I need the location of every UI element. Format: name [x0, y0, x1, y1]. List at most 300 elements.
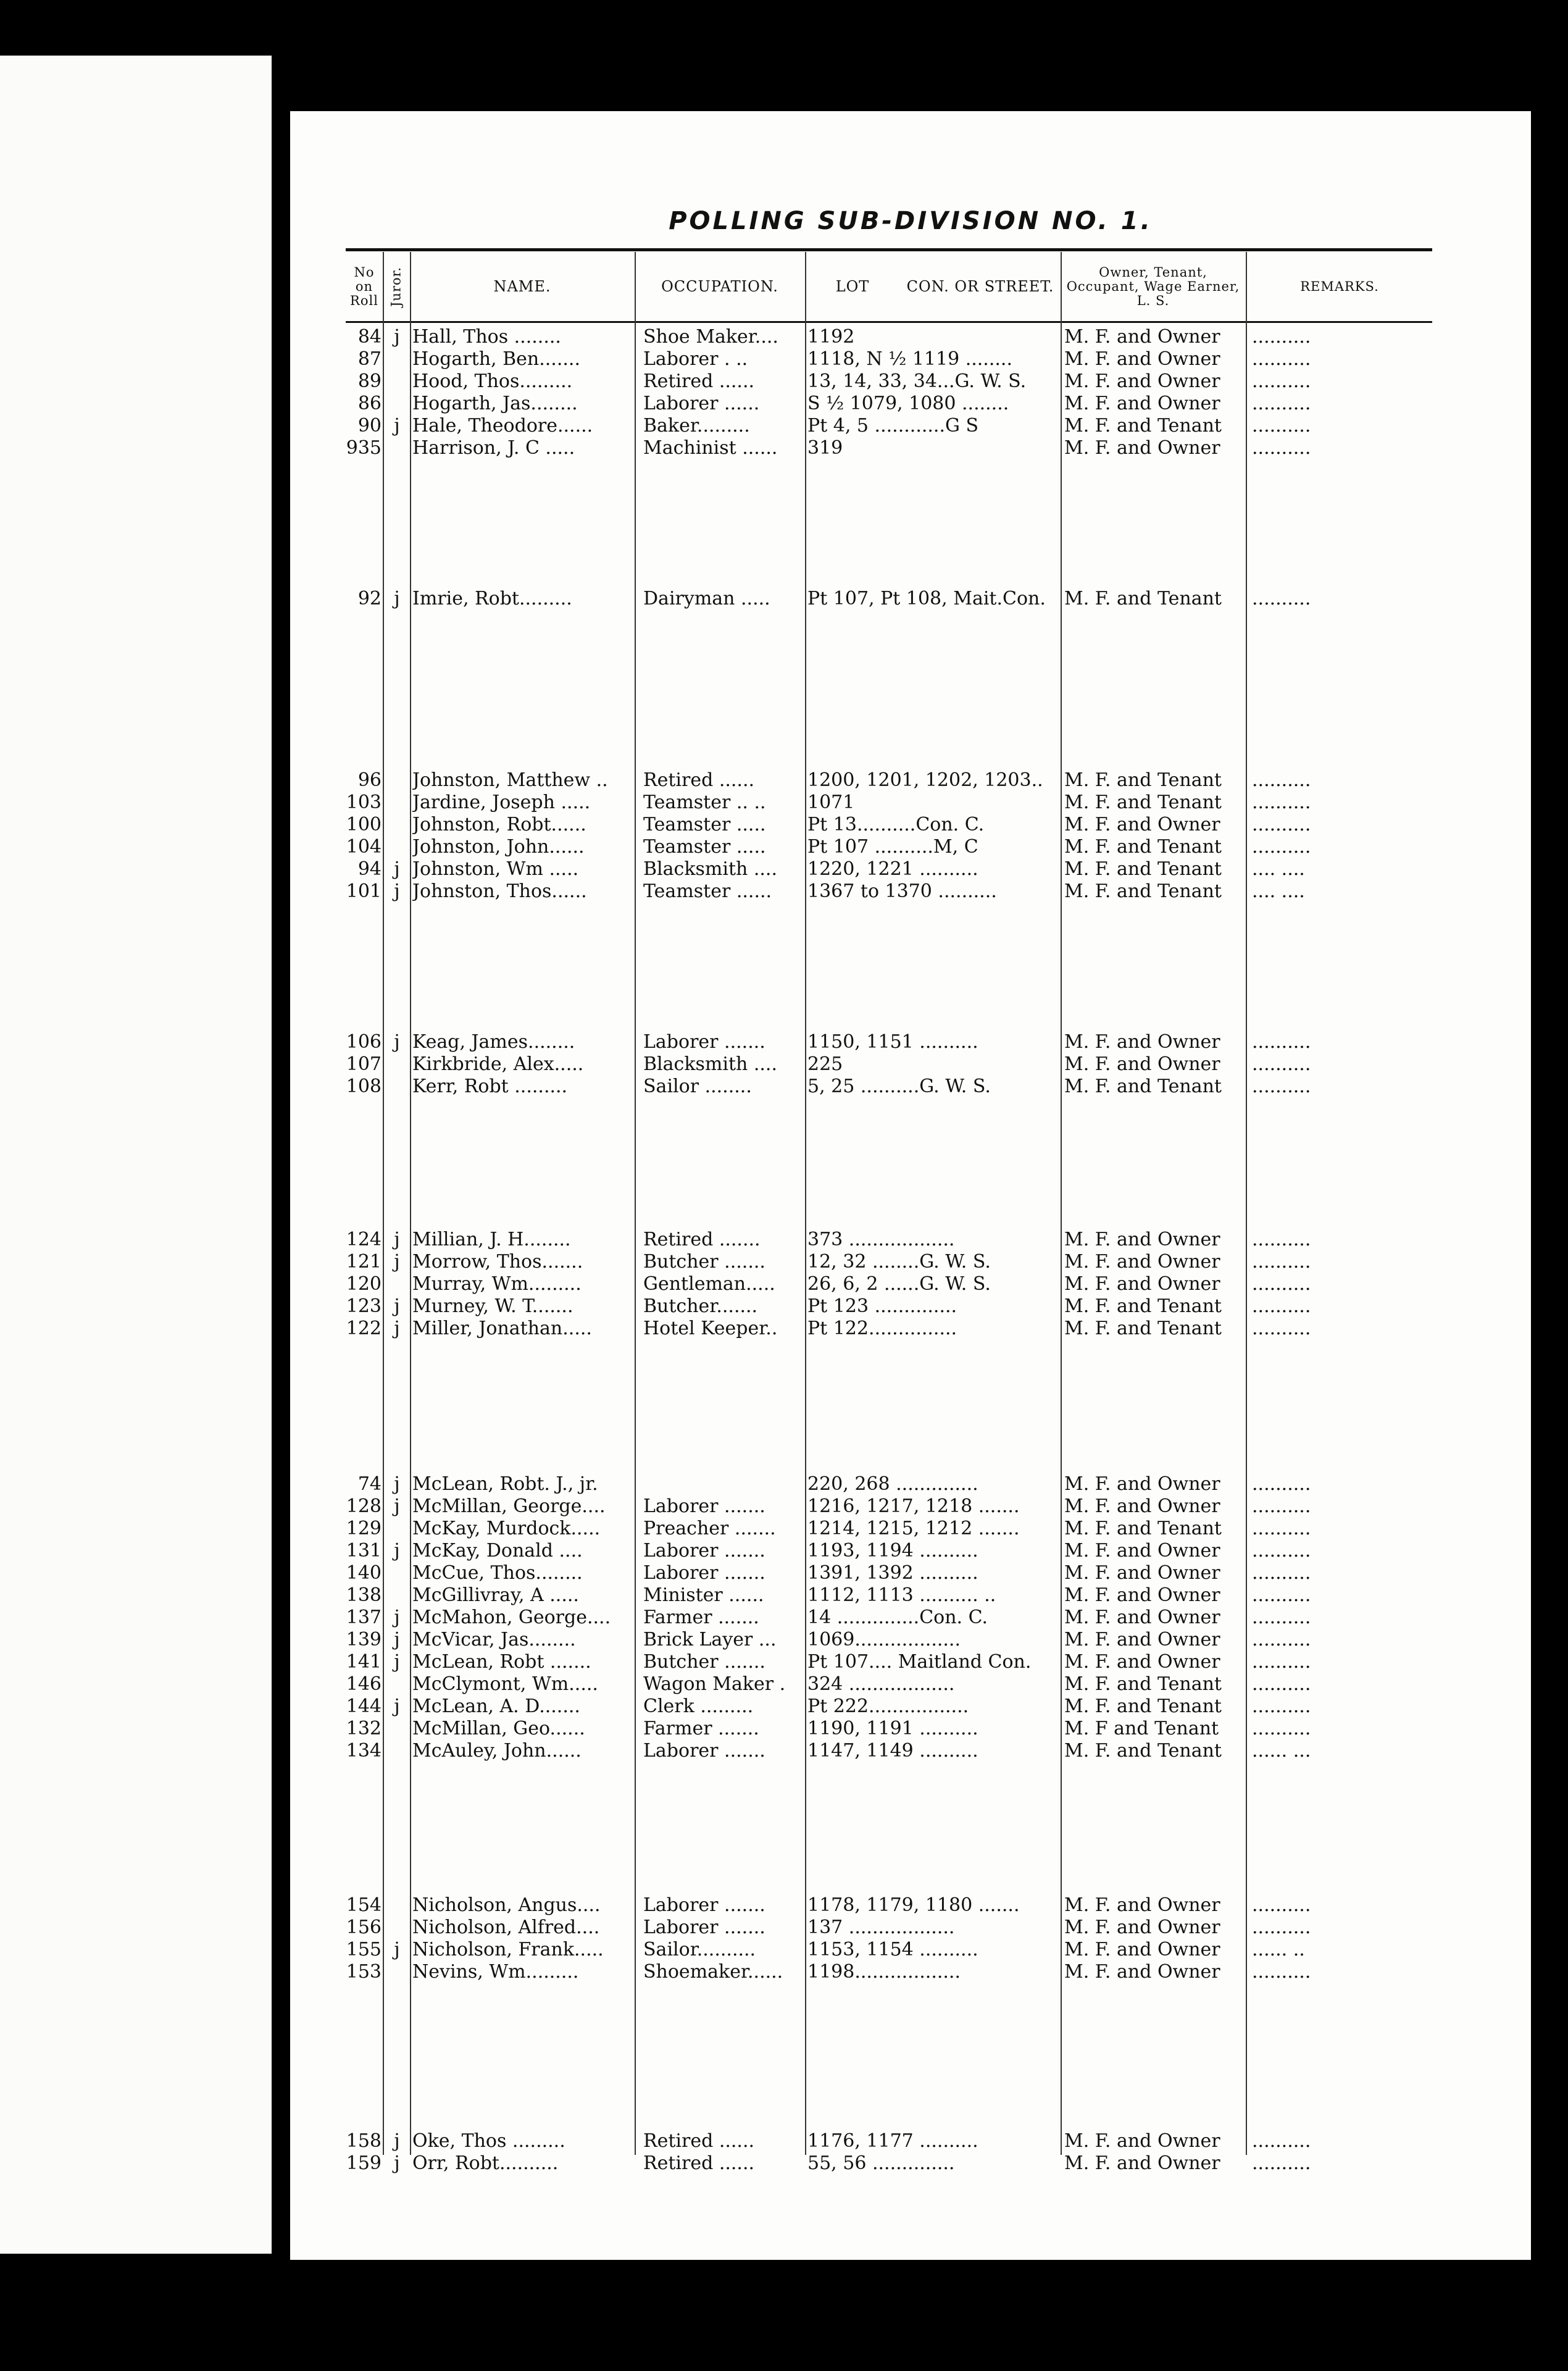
table-row	[346, 1696, 1433, 1718]
lot-con-street: 14 ..............Con. C.	[807, 1607, 988, 1628]
table-row	[346, 1318, 1433, 1340]
remarks: ..........	[1252, 1318, 1311, 1339]
remarks: ..........	[1252, 1584, 1311, 1606]
voter-name: Nicholson, Frank.....	[412, 1939, 604, 1960]
voter-name: Murray, Wm.........	[412, 1273, 582, 1295]
voter-name: Miller, Jonathan.....	[412, 1318, 592, 1339]
occupation: Laborer .......	[643, 1894, 765, 1916]
lot-con-street: 1069..................	[807, 1629, 961, 1650]
owner-status: M. F. and Owner	[1064, 2130, 1220, 2152]
remarks: ..........	[1252, 814, 1311, 835]
roll-number: 153	[346, 1961, 382, 1983]
remarks: ..........	[1252, 836, 1311, 858]
occupation: Laborer .......	[643, 1740, 765, 1762]
table-row	[346, 1894, 1433, 1917]
owner-status: M. F. and Owner	[1064, 1251, 1220, 1273]
table-row	[346, 1495, 1433, 1518]
table-row	[346, 1584, 1433, 1607]
remarks: ..........	[1252, 1295, 1311, 1317]
roll-number: 935	[346, 437, 382, 459]
owner-status: M. F. and Owner	[1064, 393, 1220, 414]
juror-mark: j	[394, 880, 400, 902]
owner-status: M. F. and Tenant	[1064, 1696, 1222, 1717]
lot-con-street: 137 ..................	[807, 1917, 955, 1938]
remarks: ..........	[1252, 792, 1311, 813]
occupation: Laborer .......	[643, 1031, 765, 1053]
occupation: Butcher .......	[643, 1651, 765, 1673]
table-row	[346, 858, 1433, 880]
roll-number: 121	[346, 1251, 382, 1273]
owner-status: M. F. and Owner	[1064, 1939, 1220, 1960]
table-row	[346, 1473, 1433, 1495]
owner-status: M. F. and Owner	[1064, 1961, 1220, 1983]
remarks: ..........	[1252, 1718, 1311, 1739]
owner-status: M. F. and Tenant	[1064, 1295, 1222, 1317]
remarks: ..........	[1252, 1894, 1311, 1916]
occupation: Farmer .......	[643, 1607, 759, 1628]
voter-name: McClymont, Wm.....	[412, 1673, 598, 1695]
owner-status: M. F. and Owner	[1064, 1031, 1220, 1053]
occupation: Blacksmith ....	[643, 858, 778, 880]
owner-status: M. F. and Tenant	[1064, 836, 1222, 858]
table-row	[346, 1718, 1433, 1740]
table-row	[346, 1917, 1433, 1939]
roll-number: 84	[357, 326, 382, 348]
table-row	[346, 1295, 1433, 1318]
lot-con-street: Pt 107, Pt 108, Mait.Con.	[807, 588, 1046, 609]
header-remarks: REMARKS.	[1300, 278, 1379, 294]
column-divider	[1061, 252, 1062, 2155]
roll-number: 154	[346, 1894, 382, 1916]
voter-name: Nevins, Wm.........	[412, 1961, 579, 1983]
roll-number: 120	[346, 1273, 382, 1295]
remarks: ..........	[1252, 1495, 1311, 1517]
remarks: ..........	[1252, 1076, 1311, 1097]
owner-status: M. F. and Owner	[1064, 1629, 1220, 1650]
remarks: ..........	[1252, 1651, 1311, 1673]
header-name: NAME.	[493, 278, 551, 295]
owner-status: M. F. and Owner	[1064, 1053, 1220, 1075]
occupation: Preacher .......	[643, 1518, 776, 1539]
voter-name: Orr, Robt..........	[412, 2152, 559, 2174]
voter-name: Johnston, Robt......	[412, 814, 586, 835]
column-divider	[805, 252, 806, 2155]
header-owner-tenant: Owner, Tenant, Occupant, Wage Earner, L. S.	[1066, 264, 1240, 308]
owner-status: M. F. and Owner	[1064, 1229, 1220, 1250]
remarks: .... ....	[1252, 858, 1305, 880]
voter-name: Morrow, Thos.......	[412, 1251, 583, 1273]
occupation: Sailor..........	[643, 1939, 756, 1960]
roll-number: 132	[346, 1718, 382, 1739]
owner-status: M. F. and Owner	[1064, 1651, 1220, 1673]
header-lot: LOT	[835, 278, 870, 295]
juror-mark: j	[394, 1629, 400, 1650]
voter-name: McMahon, George....	[412, 1607, 611, 1628]
occupation: Teamster ......	[643, 880, 772, 902]
table-row	[346, 1607, 1433, 1629]
remarks: ..........	[1252, 2130, 1311, 2152]
occupation: Blacksmith ....	[643, 1053, 778, 1075]
roll-number: 104	[346, 836, 382, 858]
lot-con-street: Pt 107 ..........M, C	[807, 836, 978, 858]
remarks: ..........	[1252, 1961, 1311, 1983]
table-row	[346, 792, 1433, 814]
juror-mark: j	[394, 1939, 400, 1960]
header-rule	[346, 321, 1432, 323]
table-row	[346, 1540, 1433, 1562]
table-row	[346, 1740, 1433, 1762]
juror-mark: j	[394, 1473, 400, 1495]
occupation: Laborer .......	[643, 1917, 765, 1938]
roll-number: 131	[346, 1540, 382, 1562]
table-row	[346, 1031, 1433, 1053]
lot-con-street: 319	[807, 437, 843, 459]
lot-con-street: 13, 14, 33, 34...G. W. S.	[807, 370, 1027, 392]
remarks: ..........	[1252, 1607, 1311, 1628]
roll-number: 89	[357, 370, 382, 392]
lot-con-street: 1214, 1215, 1212 .......	[807, 1518, 1020, 1539]
voter-name: Hale, Theodore......	[412, 415, 593, 437]
column-divider	[410, 252, 411, 2155]
remarks: ...... ..	[1252, 1939, 1305, 1960]
roll-number: 74	[357, 1473, 382, 1495]
voter-name: Oke, Thos .........	[412, 2130, 565, 2152]
column-divider	[383, 252, 384, 2155]
remarks: ..........	[1252, 393, 1311, 414]
remarks: ..........	[1252, 437, 1311, 459]
table-row	[346, 1961, 1433, 1983]
owner-status: M. F. and Owner	[1064, 1894, 1220, 1916]
table-row	[346, 1251, 1433, 1273]
lot-con-street: Pt 4, 5 ............G S	[807, 415, 979, 437]
voter-name: McKay, Donald ....	[412, 1540, 583, 1562]
voter-name: McKay, Murdock.....	[412, 1518, 601, 1539]
owner-status: M. F. and Tenant	[1064, 1518, 1222, 1539]
occupation: Retired .......	[643, 1229, 761, 1250]
document-page	[290, 111, 1531, 2260]
voter-name: McLean, Robt. J., jr.	[412, 1473, 598, 1495]
roll-number: 100	[346, 814, 382, 835]
roll-number: 137	[346, 1607, 382, 1628]
remarks: ..........	[1252, 1229, 1311, 1250]
juror-mark: j	[394, 1251, 400, 1273]
roll-number: 107	[346, 1053, 382, 1075]
owner-status: M. F. and Owner	[1064, 1473, 1220, 1495]
occupation: Brick Layer ...	[643, 1629, 777, 1650]
roll-number: 94	[357, 858, 382, 880]
remarks: ..........	[1252, 1696, 1311, 1717]
lot-con-street: Pt 222.................	[807, 1696, 969, 1717]
owner-status: M. F. and Owner	[1064, 326, 1220, 348]
roll-number: 141	[346, 1651, 382, 1673]
remarks: ..........	[1252, 326, 1311, 348]
occupation: Wagon Maker .	[643, 1673, 786, 1695]
occupation: Retired ......	[643, 370, 755, 392]
occupation: Laborer .......	[643, 1540, 765, 1562]
roll-number: 108	[346, 1076, 382, 1097]
voter-name: Murney, W. T.......	[412, 1295, 573, 1317]
owner-status: M. F. and Owner	[1064, 1540, 1220, 1562]
owner-status: M. F. and Owner	[1064, 2152, 1220, 2174]
owner-status: M. F. and Tenant	[1064, 1076, 1222, 1097]
remarks: ..........	[1252, 348, 1311, 370]
table-row	[346, 1518, 1433, 1540]
juror-mark: j	[394, 588, 400, 609]
occupation: Sailor ........	[643, 1076, 752, 1097]
voter-name: McGillivray, A .....	[412, 1584, 579, 1606]
owner-status: M. F. and Tenant	[1064, 588, 1222, 609]
owner-status: M. F. and Owner	[1064, 1584, 1220, 1606]
table-row	[346, 1562, 1433, 1584]
remarks: ..........	[1252, 415, 1311, 437]
voter-name: Johnston, Wm .....	[412, 858, 579, 880]
voter-name: McVicar, Jas........	[412, 1629, 576, 1650]
table-row	[346, 326, 1433, 348]
table-row	[346, 2130, 1433, 2152]
table-row	[346, 2152, 1433, 2175]
remarks: ..........	[1252, 1540, 1311, 1562]
roll-number: 159	[346, 2152, 382, 2174]
occupation: Laborer .......	[643, 1562, 765, 1584]
lot-con-street: 1193, 1194 ..........	[807, 1540, 978, 1562]
roll-number: 106	[346, 1031, 382, 1053]
voter-name: McLean, A. D.......	[412, 1696, 580, 1717]
juror-mark: j	[394, 1031, 400, 1053]
table-row	[346, 1673, 1433, 1696]
lot-con-street: 1150, 1151 ..........	[807, 1031, 978, 1053]
voter-name: McMillan, George....	[412, 1495, 606, 1517]
juror-mark: j	[394, 326, 400, 348]
voter-name: Hood, Thos.........	[412, 370, 573, 392]
roll-number: 123	[346, 1295, 382, 1317]
table-row	[346, 880, 1433, 903]
voter-name: Harrison, J. C .....	[412, 437, 575, 459]
lot-con-street: 225	[807, 1053, 843, 1075]
roll-number: 101	[346, 880, 382, 902]
owner-status: M. F. and Tenant	[1064, 880, 1222, 902]
roll-number: 86	[357, 393, 382, 414]
voter-name: Imrie, Robt.........	[412, 588, 572, 609]
occupation: Butcher .......	[643, 1251, 765, 1273]
lot-con-street: 324 ..................	[807, 1673, 955, 1695]
column-divider	[635, 252, 636, 2155]
juror-mark: j	[394, 1607, 400, 1628]
voter-name: Keag, James........	[412, 1031, 575, 1053]
voter-name: Millian, J. H........	[412, 1229, 571, 1250]
lot-con-street: Pt 13..........Con. C.	[807, 814, 985, 835]
remarks: ..........	[1252, 1053, 1311, 1075]
table-row	[346, 1273, 1433, 1295]
juror-mark: j	[394, 1229, 400, 1250]
table-row	[346, 415, 1433, 437]
remarks: ..........	[1252, 588, 1311, 609]
owner-status: M. F and Tenant	[1064, 1718, 1219, 1739]
lot-con-street: Pt 107.... Maitland Con.	[807, 1651, 1032, 1673]
occupation: Laborer ......	[643, 393, 760, 414]
column-divider	[1246, 252, 1247, 2155]
occupation: Baker.........	[643, 415, 750, 437]
remarks: ..........	[1252, 1629, 1311, 1650]
table-row	[346, 1229, 1433, 1251]
voter-name: Nicholson, Alfred....	[412, 1917, 600, 1938]
table-row	[346, 588, 1433, 610]
lot-con-street: 55, 56 ..............	[807, 2152, 955, 2174]
owner-status: M. F. and Tenant	[1064, 415, 1222, 437]
remarks: ..........	[1252, 370, 1311, 392]
owner-status: M. F. and Owner	[1064, 1562, 1220, 1584]
roll-number: 129	[346, 1518, 382, 1539]
occupation: Teamster .....	[643, 814, 766, 835]
juror-mark: j	[394, 1318, 400, 1339]
owner-status: M. F. and Tenant	[1064, 1740, 1222, 1762]
owner-status: M. F. and Tenant	[1064, 1673, 1222, 1695]
voter-name: McCue, Thos........	[412, 1562, 583, 1584]
lot-con-street: 5, 25 ..........G. W. S.	[807, 1076, 991, 1097]
remarks: ..........	[1252, 1518, 1311, 1539]
owner-status: M. F. and Tenant	[1064, 1318, 1222, 1339]
remarks: ..........	[1252, 1917, 1311, 1938]
occupation: Retired ......	[643, 769, 755, 791]
table-row	[346, 769, 1433, 792]
voter-name: Hogarth, Jas........	[412, 393, 578, 414]
lot-con-street: 12, 32 ........G. W. S.	[807, 1251, 991, 1273]
roll-number: 124	[346, 1229, 382, 1250]
occupation: Shoemaker......	[643, 1961, 783, 1983]
table-row	[346, 393, 1433, 415]
roll-number: 87	[357, 348, 382, 370]
juror-mark: j	[394, 1540, 400, 1562]
roll-number: 146	[346, 1673, 382, 1695]
facing-page	[0, 56, 272, 2254]
remarks: ..........	[1252, 769, 1311, 791]
occupation: Gentleman.....	[643, 1273, 775, 1295]
owner-status: M. F. and Owner	[1064, 1495, 1220, 1517]
lot-con-street: S ½ 1079, 1080 ........	[807, 393, 1009, 414]
table-row	[346, 814, 1433, 836]
lot-con-street: 1391, 1392 ..........	[807, 1562, 978, 1584]
occupation: Dairyman .....	[643, 588, 770, 609]
roll-number: 140	[346, 1562, 382, 1584]
lot-con-street: 1367 to 1370 ..........	[807, 880, 997, 902]
occupation: Retired ......	[643, 2130, 755, 2152]
owner-status: M. F. and Tenant	[1064, 792, 1222, 813]
voter-name: Johnston, John......	[412, 836, 585, 858]
header-con-or-street: CON. OR STREET.	[906, 278, 1054, 295]
roll-number: 139	[346, 1629, 382, 1650]
occupation: Hotel Keeper..	[643, 1318, 778, 1339]
lot-con-street: 1153, 1154 ..........	[807, 1939, 978, 1960]
juror-mark: j	[394, 858, 400, 880]
occupation: Machinist ......	[643, 437, 778, 459]
owner-status: M. F. and Owner	[1064, 348, 1220, 370]
lot-con-street: 1200, 1201, 1202, 1203..	[807, 769, 1043, 791]
table-row	[346, 1939, 1433, 1961]
roll-number: 90	[357, 415, 382, 437]
occupation: Teamster .. ..	[643, 792, 766, 813]
roll-number: 128	[346, 1495, 382, 1517]
voter-name: Johnston, Thos......	[412, 880, 587, 902]
occupation: Butcher.......	[643, 1295, 758, 1317]
remarks: ..........	[1252, 2152, 1311, 2174]
table-row	[346, 1651, 1433, 1673]
juror-mark: j	[394, 1651, 400, 1673]
lot-con-street: 1216, 1217, 1218 .......	[807, 1495, 1020, 1517]
roll-number: 122	[346, 1318, 382, 1339]
lot-con-street: 1071	[807, 792, 855, 813]
remarks: ..........	[1252, 1251, 1311, 1273]
owner-status: M. F. and Tenant	[1064, 769, 1222, 791]
occupation: Teamster .....	[643, 836, 766, 858]
roll-number: 103	[346, 792, 382, 813]
roll-number: 155	[346, 1939, 382, 1960]
occupation: Laborer . ..	[643, 348, 748, 370]
juror-mark: j	[394, 2152, 400, 2174]
juror-mark: j	[394, 2130, 400, 2152]
table-row	[346, 370, 1433, 393]
header-occupation: OCCUPATION.	[661, 278, 778, 295]
roll-number: 158	[346, 2130, 382, 2152]
roll-number: 134	[346, 1740, 382, 1762]
lot-con-street: 26, 6, 2 ......G. W. S.	[807, 1273, 991, 1295]
remarks: ..........	[1252, 1031, 1311, 1053]
owner-status: M. F. and Owner	[1064, 370, 1220, 392]
voter-name: Hogarth, Ben.......	[412, 348, 580, 370]
juror-mark: j	[394, 1696, 400, 1717]
occupation: Clerk .........	[643, 1696, 754, 1717]
owner-status: M. F. and Owner	[1064, 814, 1220, 835]
lot-con-street: 1192	[807, 326, 855, 348]
remarks: .... ....	[1252, 880, 1305, 902]
owner-status: M. F. and Owner	[1064, 437, 1220, 459]
occupation: Shoe Maker....	[643, 326, 778, 348]
owner-status: M. F. and Owner	[1064, 1273, 1220, 1295]
lot-con-street: 1198..................	[807, 1961, 961, 1983]
table-row	[346, 836, 1433, 858]
header-juror: Juror.	[388, 266, 404, 307]
owner-status: M. F. and Owner	[1064, 1917, 1220, 1938]
occupation: Retired ......	[643, 2152, 755, 2174]
roll-number: 144	[346, 1696, 382, 1717]
lot-con-street: 373 ..................	[807, 1229, 955, 1250]
lot-con-street: 1176, 1177 ..........	[807, 2130, 978, 2152]
table-row	[346, 348, 1433, 370]
voter-name: Kirkbride, Alex.....	[412, 1053, 584, 1075]
voter-name: McLean, Robt .......	[412, 1651, 591, 1673]
lot-con-street: Pt 122...............	[807, 1318, 957, 1339]
remarks: ..........	[1252, 1273, 1311, 1295]
voter-name: Hall, Thos ........	[412, 326, 561, 348]
remarks: ...... ...	[1252, 1740, 1311, 1762]
roll-number: 92	[357, 588, 382, 609]
juror-mark: j	[394, 415, 400, 437]
occupation: Minister ......	[643, 1584, 764, 1606]
lot-con-street: 1220, 1221 ..........	[807, 858, 978, 880]
roll-number: 96	[357, 769, 382, 791]
table-row	[346, 437, 1433, 459]
voter-name: McMillan, Geo......	[412, 1718, 585, 1739]
page-title: POLLING SUB-DIVISION NO. 1.	[669, 207, 1153, 235]
lot-con-street: 1190, 1191 ..........	[807, 1718, 978, 1739]
voter-name: McAuley, John......	[412, 1740, 582, 1762]
table-row	[346, 1053, 1433, 1076]
remarks: ..........	[1252, 1673, 1311, 1695]
lot-con-street: 220, 268 ..............	[807, 1473, 978, 1495]
owner-status: M. F. and Owner	[1064, 1607, 1220, 1628]
lot-con-street: 1178, 1179, 1180 .......	[807, 1894, 1020, 1916]
occupation: Farmer .......	[643, 1718, 759, 1739]
table-row	[346, 1076, 1433, 1098]
remarks: ..........	[1252, 1562, 1311, 1584]
